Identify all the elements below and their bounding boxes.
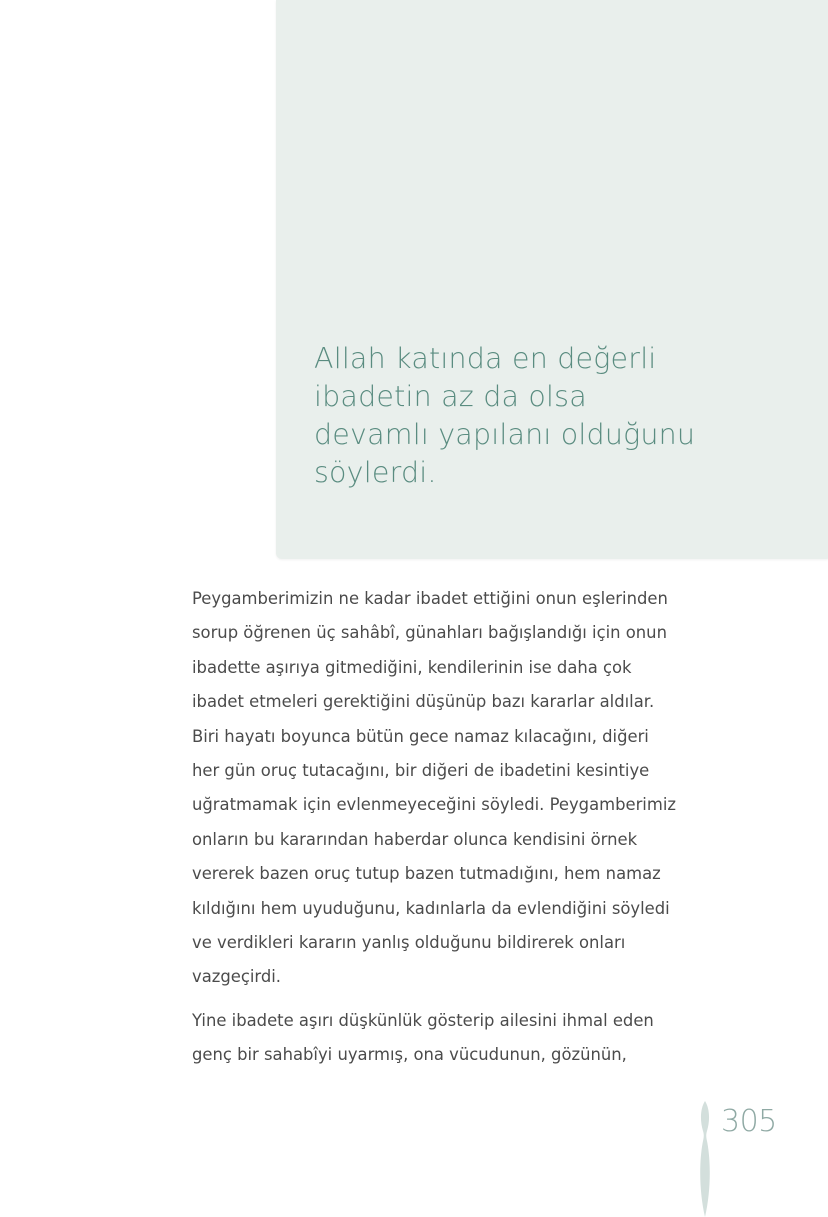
pull-quote [314,340,734,492]
text-line: Yine ibadete aşırı düşkünlük gösterip ailesini ihmal eden [192,1010,654,1030]
text-line: onların bu kararından haberdar olunca kendisini örnek [192,829,638,849]
text-line: genç bir sahabîyi uyarmış, ona vücudunun, gözünün, [192,1045,627,1065]
text-line: her gün oruç tutacağını, bir diğeri de ibadetini kesintiye [192,760,650,780]
pull-quote-line: Allah katında en değerli [314,342,657,375]
text-line: Biri hayatı boyunca bütün gece namaz kılacağını, diğeri [192,726,649,746]
pull-quote-line: devamlı yapılanı olduğunu [314,418,696,451]
text-line: ibadet etmeleri gerektiğini düşünüp bazı kararlar aldılar. [192,692,655,712]
pull-quote-line: söylerdi. [314,456,437,489]
text-line: ibadette aşırıya gitmediğini, kendilerinin ise daha çok [192,657,632,677]
paragraph [192,1007,692,1076]
text-line: Peygamberimizin ne kadar ibadet ettiğini onun eşlerinden [192,589,668,608]
text-line: uğratmamak için evlenmeyeceğini söyledi. Peygamberimiz [192,795,676,815]
text-line: kıldığını hem uyuduğunu, kadınlarla da evlendiğini söyledi [192,898,670,918]
page-ornament-icon [696,1101,714,1217]
text-line: vererek bazen oruç tutup bazen tutmadığını, hem namaz [192,864,661,884]
text-line: ve verdikleri kararın yanlış olduğunu bildirerek onları [192,932,626,952]
paragraph [192,585,692,998]
text-line: vazgeçirdi. [192,967,282,987]
text-line: sorup öğrenen üç sahâbî, günahları bağışlandığı için onun [192,623,667,643]
pull-quote-line: ibadetin az da olsa [314,380,587,413]
body-text [192,585,692,1084]
page-number: 305 [721,1104,777,1139]
